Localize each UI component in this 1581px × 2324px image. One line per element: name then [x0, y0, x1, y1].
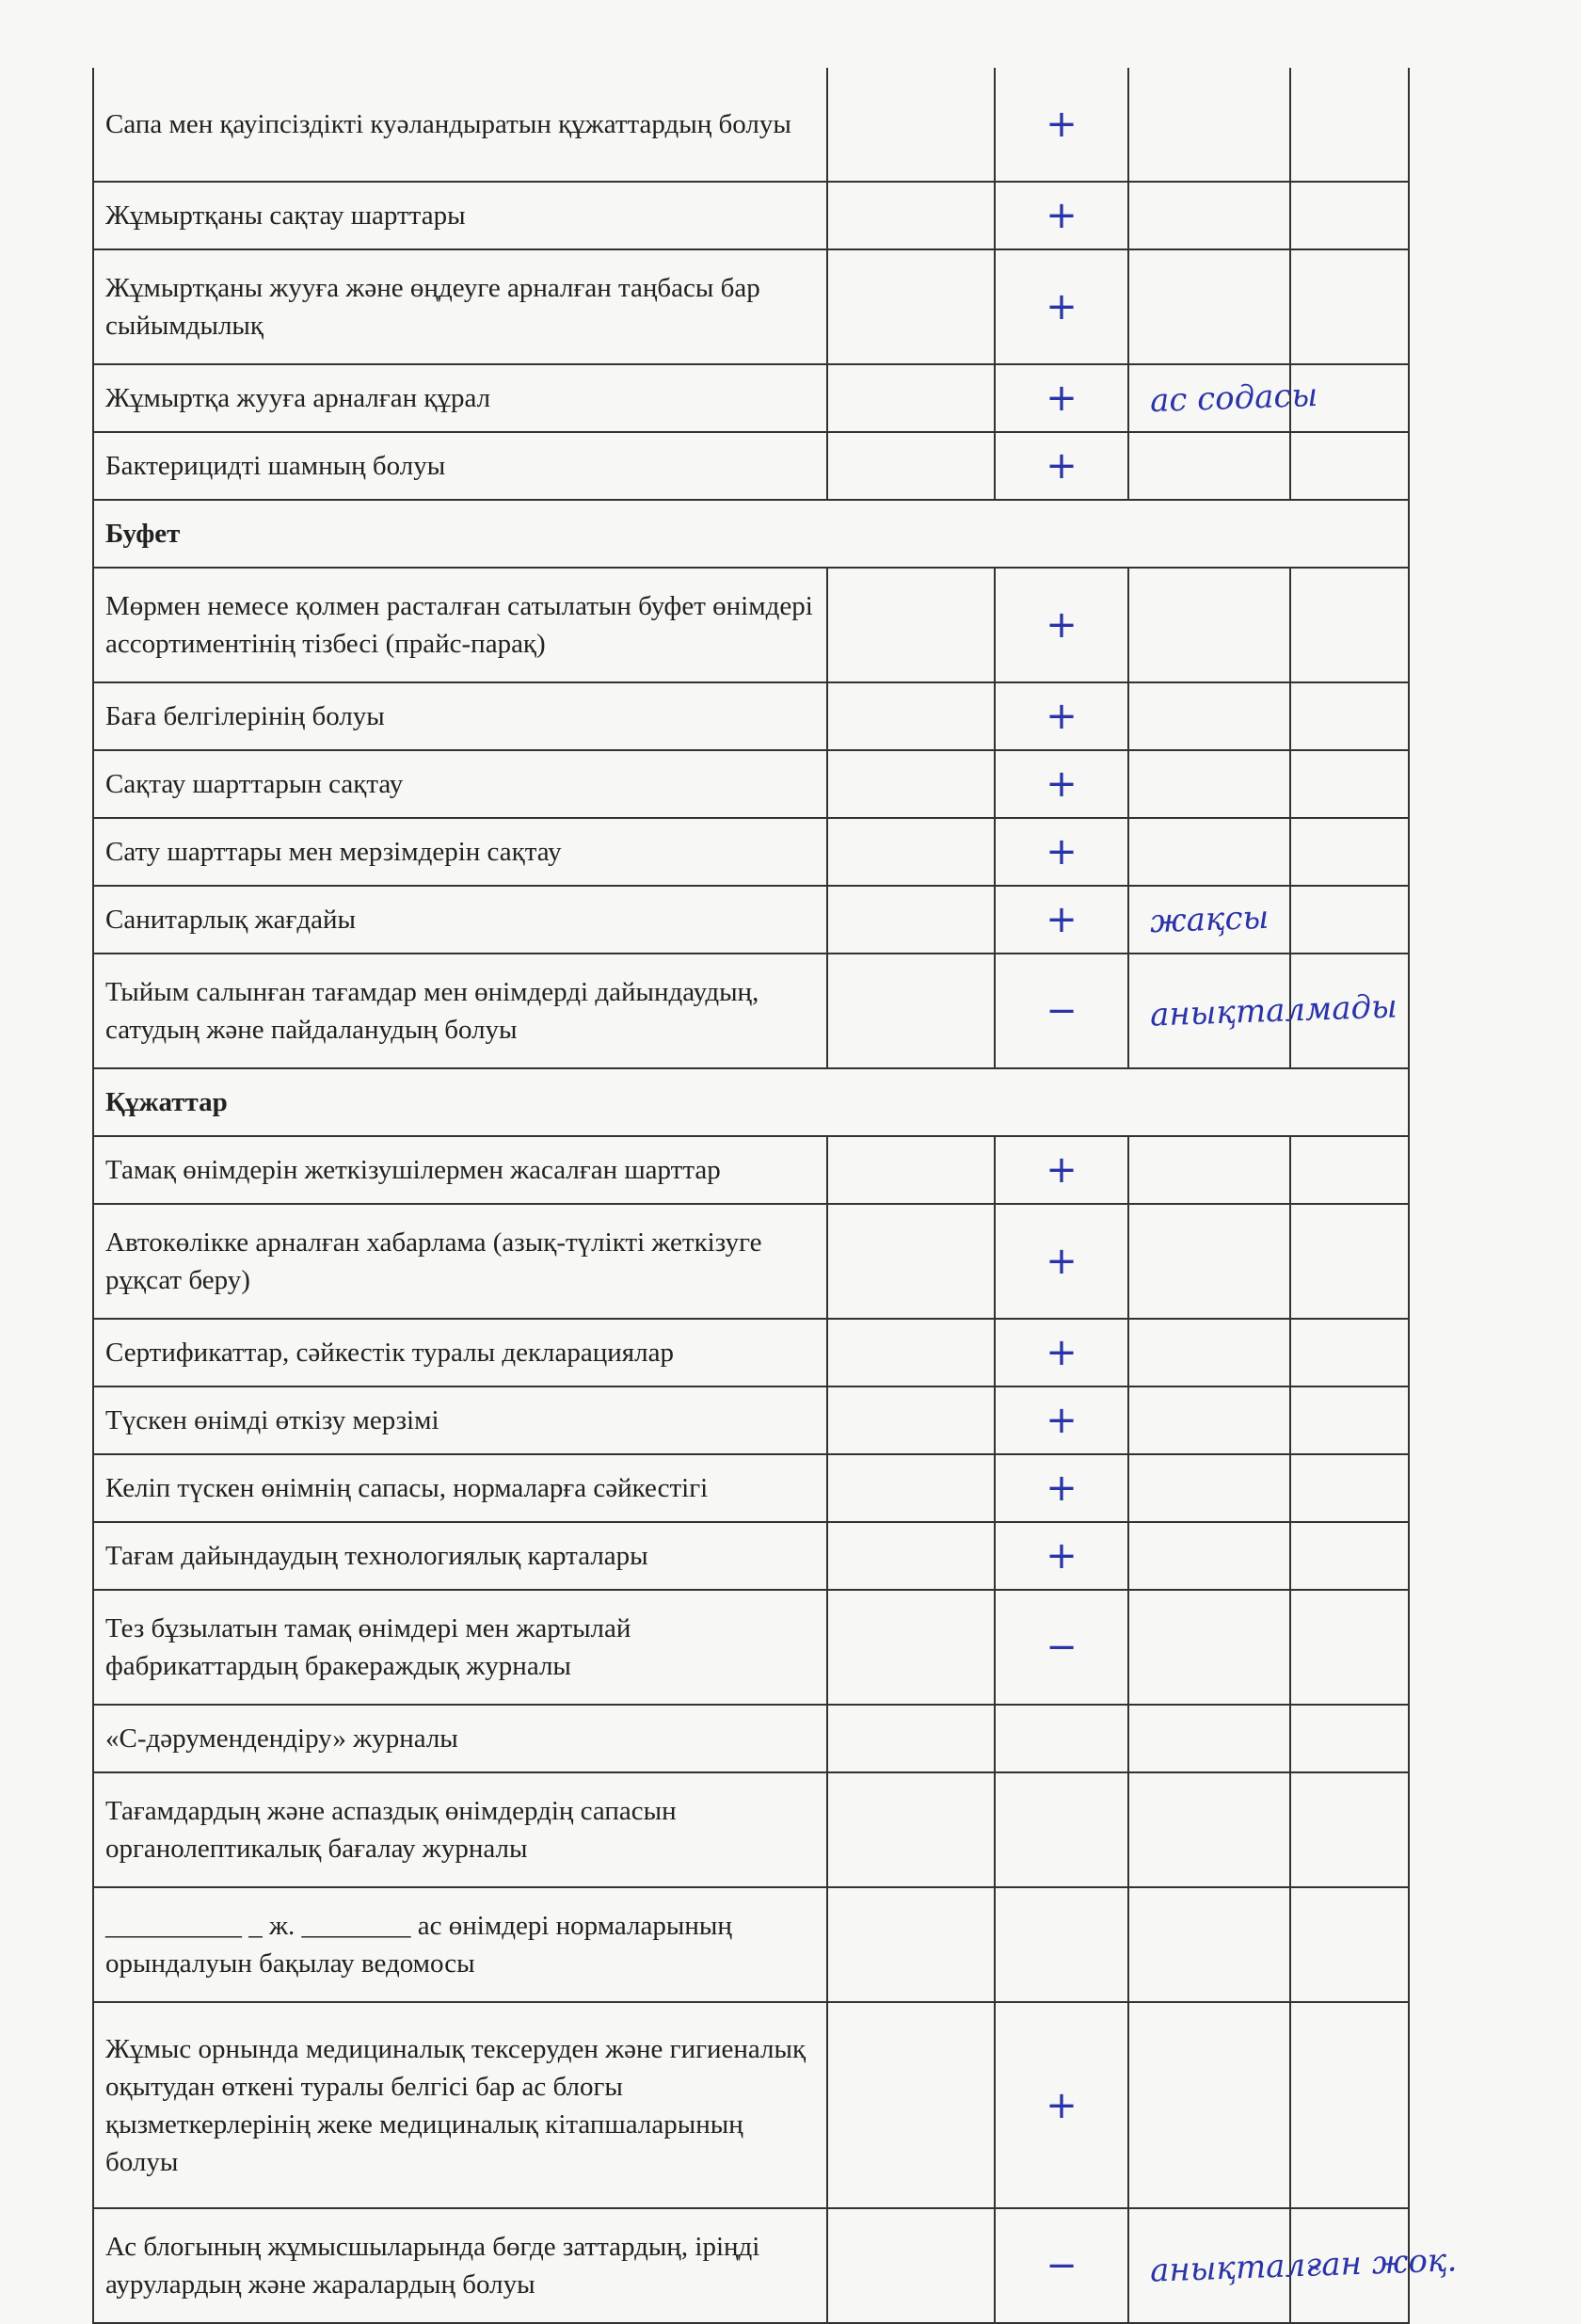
- handwritten-note: [1128, 1590, 1290, 1705]
- table-row: [93, 2002, 1409, 2208]
- item-label: Жұмыртқа жууға арналған құрал: [93, 364, 827, 432]
- blank-cell: [827, 432, 995, 500]
- handwritten-note: [1128, 68, 1290, 182]
- blank-cell: [827, 1772, 995, 1887]
- table-row: [93, 750, 1409, 818]
- handwritten-note: [1128, 1887, 1290, 2002]
- blank-cell: [1290, 682, 1409, 750]
- check-mark: +: [995, 182, 1128, 249]
- blank-cell: [827, 682, 995, 750]
- blank-cell: [827, 1386, 995, 1454]
- section-row: [93, 500, 1409, 568]
- check-mark: +: [995, 750, 1128, 818]
- check-mark: [995, 1705, 1128, 1772]
- table-row: [93, 682, 1409, 750]
- check-mark: +: [995, 249, 1128, 364]
- blank-cell: [827, 1705, 995, 1772]
- check-mark: +: [995, 568, 1128, 682]
- blank-cell: [827, 1590, 995, 1705]
- item-label: Тағам дайындаудың технологиялық карталары: [93, 1522, 827, 1590]
- handwritten-note: [1128, 1772, 1290, 1887]
- blank-cell: [1290, 568, 1409, 682]
- blank-cell: [827, 364, 995, 432]
- table-row: [93, 954, 1409, 1068]
- blank-cell: [1290, 1454, 1409, 1522]
- blank-cell: [827, 68, 995, 182]
- handwritten-note: [1128, 682, 1290, 750]
- handwritten-note: [1128, 1136, 1290, 1204]
- table-row: [93, 364, 1409, 432]
- blank-cell: [827, 750, 995, 818]
- table-row: [93, 1590, 1409, 1705]
- item-label: Сақтау шарттарын сақтау: [93, 750, 827, 818]
- blank-cell: [1290, 1319, 1409, 1386]
- check-mark: [995, 1887, 1128, 2002]
- table-row: [93, 1887, 1409, 2002]
- table-row: [93, 2208, 1409, 2323]
- section-heading: Құжаттар: [93, 1068, 1409, 1136]
- table-row: [93, 1319, 1409, 1386]
- blank-cell: [1290, 1136, 1409, 1204]
- item-label: Тыйым салынған тағамдар мен өнімдерді дайындаудың, сатудың және пайдаланудың болуы: [93, 954, 827, 1068]
- section-row: [93, 1068, 1409, 1136]
- blank-cell: [1290, 750, 1409, 818]
- table-row: [93, 68, 1409, 182]
- handwritten-note: [1128, 1522, 1290, 1590]
- handwritten-note: [1128, 1705, 1290, 1772]
- check-mark: +: [995, 1454, 1128, 1522]
- blank-cell: [827, 1887, 995, 2002]
- handwritten-note: [1128, 2002, 1290, 2208]
- blank-cell: [1290, 1590, 1409, 1705]
- handwritten-note: [1128, 750, 1290, 818]
- blank-cell: [827, 2208, 995, 2323]
- blank-cell: [1290, 1887, 1409, 2002]
- blank-cell: [827, 1204, 995, 1319]
- table-row: [93, 568, 1409, 682]
- item-label: __________ _ ж. ________ ас өнімдері нормаларының орындалуын бақылау ведомосы: [93, 1887, 827, 2002]
- item-label: Жұмыртқаны жууға және өңдеуге арналған таңбасы бар сыйымдылық: [93, 249, 827, 364]
- blank-cell: [827, 1136, 995, 1204]
- item-label: Жұмыртқаны сақтау шарттары: [93, 182, 827, 249]
- handwritten-note: ас содасы: [1128, 364, 1290, 432]
- blank-cell: [827, 568, 995, 682]
- item-label: Тағамдардың және аспаздық өнімдердің сапасын органолептикалық бағалау журналы: [93, 1772, 827, 1887]
- item-label: Сату шарттары мен мерзімдерін сақтау: [93, 818, 827, 886]
- blank-cell: [1290, 1772, 1409, 1887]
- check-mark: +: [995, 1386, 1128, 1454]
- handwritten-note: [1128, 568, 1290, 682]
- dash-mark: −: [995, 954, 1128, 1068]
- blank-cell: [1290, 1522, 1409, 1590]
- blank-cell: [827, 818, 995, 886]
- blank-cell: [827, 1454, 995, 1522]
- check-mark: +: [995, 432, 1128, 500]
- handwritten-note: [1128, 818, 1290, 886]
- item-label: Ас блогының жұмысшыларында бөгде заттардың, іріңді аурулардың және жаралардың болуы: [93, 2208, 827, 2323]
- checklist-table-wrap: [92, 68, 1458, 2324]
- item-label: Сертификаттар, сәйкестік туралы декларациялар: [93, 1319, 827, 1386]
- blank-cell: [1290, 1705, 1409, 1772]
- table-row: [93, 1772, 1409, 1887]
- table-row: [93, 432, 1409, 500]
- check-mark: +: [995, 886, 1128, 954]
- table-row: [93, 1454, 1409, 1522]
- handwritten-note: [1128, 432, 1290, 500]
- item-label: Сапа мен қауіпсіздікті куәландыратын құжаттардың болуы: [93, 68, 827, 182]
- table-row: [93, 818, 1409, 886]
- checklist-table: [92, 68, 1458, 2324]
- blank-cell: [827, 182, 995, 249]
- blank-cell: [827, 886, 995, 954]
- check-mark: [995, 1772, 1128, 1887]
- blank-cell: [1290, 182, 1409, 249]
- handwritten-note: жақсы: [1128, 886, 1290, 954]
- table-row: [93, 1705, 1409, 1772]
- item-label: Автокөлікке арналған хабарлама (азық-түлікті жеткізуге рұқсат беру): [93, 1204, 827, 1319]
- handwritten-note: [1128, 1319, 1290, 1386]
- table-row: [93, 1386, 1409, 1454]
- blank-cell: [1290, 818, 1409, 886]
- check-mark: +: [995, 1204, 1128, 1319]
- handwritten-note: [1128, 1386, 1290, 1454]
- item-label: Келіп түскен өнімнің сапасы, нормаларға сәйкестігі: [93, 1454, 827, 1522]
- check-mark: +: [995, 68, 1128, 182]
- handwritten-note: [1128, 182, 1290, 249]
- section-heading: Буфет: [93, 500, 1409, 568]
- table-row: [93, 249, 1409, 364]
- item-label: «С-дәрумендендіру» журналы: [93, 1705, 827, 1772]
- dash-mark: −: [995, 2208, 1128, 2323]
- handwritten-note: анықталған жоқ.: [1128, 2208, 1290, 2323]
- check-mark: +: [995, 1522, 1128, 1590]
- check-mark: +: [995, 818, 1128, 886]
- handwritten-note: [1128, 1204, 1290, 1319]
- blank-cell: [827, 1319, 995, 1386]
- blank-cell: [1290, 249, 1409, 364]
- blank-cell: [1290, 1386, 1409, 1454]
- handwritten-note: [1128, 249, 1290, 364]
- blank-cell: [1290, 2002, 1409, 2208]
- check-mark: +: [995, 682, 1128, 750]
- blank-cell: [1290, 68, 1409, 182]
- blank-cell: [827, 2002, 995, 2208]
- table-row: [93, 182, 1409, 249]
- blank-cell: [1290, 432, 1409, 500]
- blank-cell: [827, 1522, 995, 1590]
- item-label: Баға белгілерінің болуы: [93, 682, 827, 750]
- blank-cell: [1290, 1204, 1409, 1319]
- check-mark: +: [995, 1136, 1128, 1204]
- item-label: Бактерицидті шамның болуы: [93, 432, 827, 500]
- table-row: [93, 1136, 1409, 1204]
- blank-cell: [827, 249, 995, 364]
- check-mark: +: [995, 2002, 1128, 2208]
- handwritten-note: [1128, 1454, 1290, 1522]
- item-label: Тамақ өнімдерін жеткізушілермен жасалған шарттар: [93, 1136, 827, 1204]
- table-row: [93, 1204, 1409, 1319]
- handwritten-note: анықталмады: [1128, 954, 1290, 1068]
- item-label: Жұмыс орнында медициналық тексеруден және гигиеналық оқытудан өткені туралы белгісі бар ас блогы қызметкерлерінің жеке медициналық кітапшаларының болуы: [93, 2002, 827, 2208]
- item-label: Тез бұзылатын тамақ өнімдері мен жартылай фабрикаттардың бракераждық журналы: [93, 1590, 827, 1705]
- item-label: Түскен өнімді өткізу мерзімі: [93, 1386, 827, 1454]
- blank-cell: [827, 954, 995, 1068]
- item-label: Санитарлық жағдайы: [93, 886, 827, 954]
- blank-cell: [1290, 886, 1409, 954]
- item-label: Мөрмен немесе қолмен расталған сатылатын буфет өнімдері ассортиментінің тізбесі (прайс-парақ): [93, 568, 827, 682]
- table-row: [93, 1522, 1409, 1590]
- table-row: [93, 886, 1409, 954]
- check-mark: +: [995, 364, 1128, 432]
- check-mark: +: [995, 1319, 1128, 1386]
- dash-mark: −: [995, 1590, 1128, 1705]
